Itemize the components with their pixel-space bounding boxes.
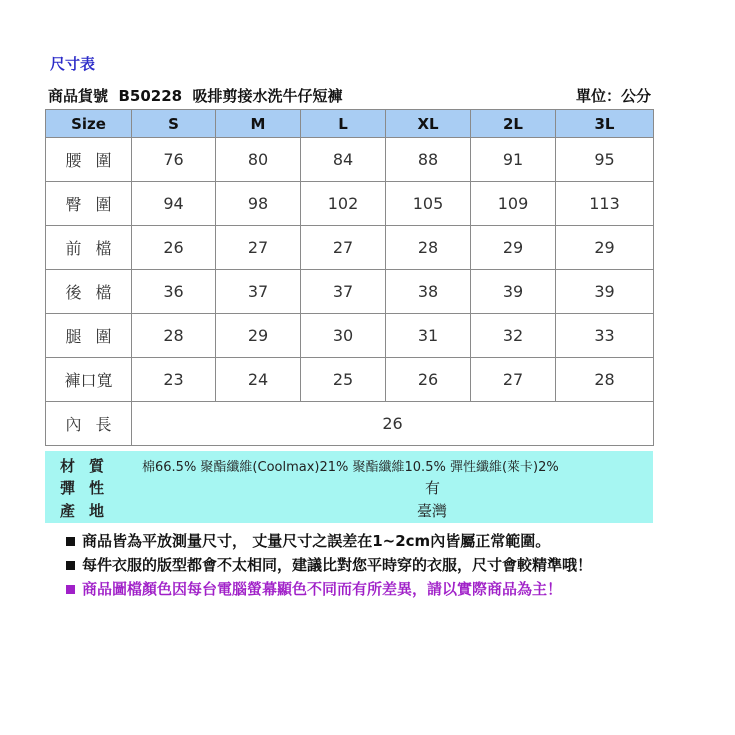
table-cell: 88: [386, 138, 471, 182]
bullet-square-icon: [66, 537, 75, 546]
size-3l: 3L: [556, 110, 654, 138]
product-name: 吸排剪接水洗牛仔短褲: [192, 87, 343, 105]
origin-row: [45, 500, 653, 522]
size-l: L: [301, 110, 386, 138]
stretch-value: 有: [425, 479, 441, 497]
table-cell: 28: [132, 314, 216, 358]
table-cell: 25: [301, 358, 386, 402]
origin-value: 臺灣: [417, 502, 448, 520]
size-header-label: Size: [46, 110, 132, 138]
row-label: 腰圍: [46, 138, 132, 182]
product-info: [48, 85, 651, 107]
table-cell: 76: [132, 138, 216, 182]
table-cell: 27: [301, 226, 386, 270]
table-row-back-rise: [46, 270, 654, 314]
table-cell: 37: [301, 270, 386, 314]
table-cell: 28: [556, 358, 654, 402]
unit-label: 單位：公分: [575, 87, 651, 105]
table-cell: 80: [216, 138, 301, 182]
table-cell: 29: [216, 314, 301, 358]
table-cell: 31: [386, 314, 471, 358]
table-cell: 109: [471, 182, 556, 226]
table-row-hip: [46, 182, 654, 226]
row-label: 腿圍: [46, 314, 132, 358]
table-cell: 84: [301, 138, 386, 182]
table-cell: 37: [216, 270, 301, 314]
product-line: [48, 85, 343, 106]
table-cell: 91: [471, 138, 556, 182]
table-cell: 26: [132, 226, 216, 270]
table-cell: 30: [301, 314, 386, 358]
table-row-thigh: [46, 314, 654, 358]
table-row-front-rise: [46, 226, 654, 270]
table-cell: 94: [132, 182, 216, 226]
table-cell: 32: [471, 314, 556, 358]
table-cell: 33: [556, 314, 654, 358]
table-cell: 39: [556, 270, 654, 314]
size-xl: XL: [386, 110, 471, 138]
row-label: 臀圍: [46, 182, 132, 226]
table-row-waist: [46, 138, 654, 182]
table-cell: 98: [216, 182, 301, 226]
note-text: 每件衣服的版型都會不太相同，建議比對您平時穿的衣服，尺寸會較精準哦！: [82, 556, 593, 574]
table-cell: 39: [471, 270, 556, 314]
bullet-square-icon: [66, 561, 75, 570]
size-s: S: [132, 110, 216, 138]
note-text: 商品圖檔顏色因每台電腦螢幕顯色不同而有所差異，請以實際商品為主！: [82, 580, 563, 598]
table-row-leg-opening: [46, 358, 654, 402]
table-cell: 29: [471, 226, 556, 270]
origin-label: 產地: [60, 502, 119, 520]
material-section: [45, 451, 653, 523]
stretch-label: 彈性: [60, 479, 119, 497]
page-title: 尺寸表: [50, 55, 96, 73]
size-2l: 2L: [471, 110, 556, 138]
table-cell: 36: [132, 270, 216, 314]
inseam-value: 26: [132, 402, 654, 446]
fabric-label: 材質: [60, 457, 119, 475]
note-text: 商品皆為平放測量尺寸， 丈量尺寸之誤差在1~2cm內皆屬正常範圍。: [82, 532, 551, 550]
table-cell: 102: [301, 182, 386, 226]
table-cell: 27: [216, 226, 301, 270]
size-table: [45, 109, 654, 446]
table-cell: 23: [132, 358, 216, 402]
table-cell: 95: [556, 138, 654, 182]
size-m: M: [216, 110, 301, 138]
table-cell: 28: [386, 226, 471, 270]
row-label: 褲口寬: [46, 358, 132, 402]
table-cell: 24: [216, 358, 301, 402]
row-label: 後檔: [46, 270, 132, 314]
size-header-row: [46, 110, 654, 138]
bullet-square-icon: [66, 585, 75, 594]
table-cell: 105: [386, 182, 471, 226]
table-cell: 27: [471, 358, 556, 402]
product-code: B50228: [118, 87, 183, 105]
row-label: 內長: [46, 402, 132, 446]
table-cell: 38: [386, 270, 471, 314]
product-code-label: 商品貨號: [48, 87, 109, 105]
table-cell: 29: [556, 226, 654, 270]
table-row-inseam: [46, 402, 654, 446]
table-cell: 26: [386, 358, 471, 402]
table-cell: 113: [556, 182, 654, 226]
fabric-value: 棉66.5% 聚酯纖維(Coolmax)21% 聚酯纖維10.5% 彈性纖維(萊卡)2%: [142, 460, 559, 475]
row-label: 前檔: [46, 226, 132, 270]
fabric-row: [45, 455, 653, 477]
stretch-row: [45, 477, 653, 499]
